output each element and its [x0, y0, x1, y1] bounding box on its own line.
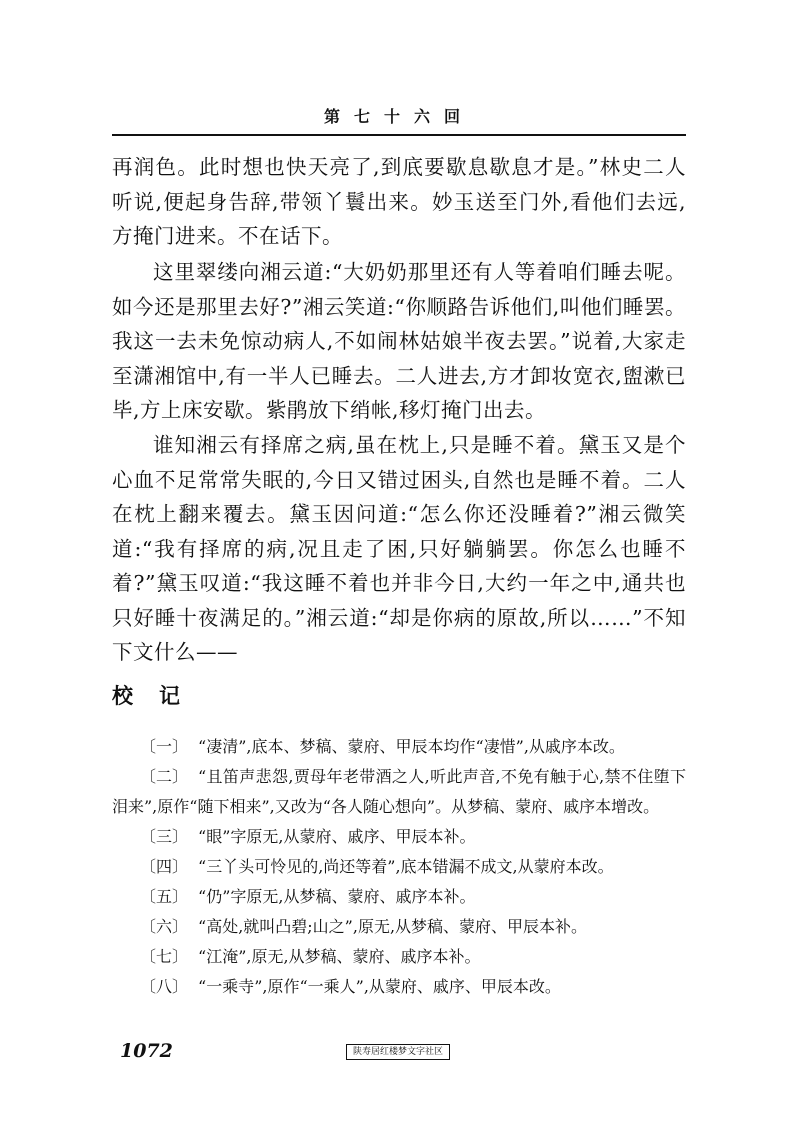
note-item [112, 912, 686, 942]
note-text: “仍”字原无,从梦稿、蒙府、戚序本补。 [198, 887, 476, 906]
note-number: 〔四〕 [140, 857, 189, 876]
note-text: “三丫头可怜见的,尚还等着”,底本错漏不成文,从蒙府本改。 [198, 857, 614, 876]
note-text: “一乘寺”,原作“一乘人”,从蒙府、戚序、甲辰本改。 [198, 977, 561, 996]
note-item [112, 882, 686, 912]
note-number: 〔三〕 [140, 827, 189, 846]
body-paragraph-1: 再润色。此时想也快天亮了,到底要歇息歇息才是。”林史二人听说,便起身告辞,带领丫鬟出来。妙玉送至门外,看他们去远,方掩门进来。不在话下。 [112, 155, 686, 248]
body-paragraph-3: 谁知湘云有择席之病,虽在枕上,只是睡不着。黛玉又是个心血不足常常失眠的,今日又错过困头,自然也是睡不着。二人在枕上翻来覆去。黛玉因问道:“怎么你还没睡着?”湘云微笑道:“我有择席的病,况且走了困,只好躺躺罢。你怎么也睡不着?”黛玉叹道:“我这睡不着也并非今日,大约一年之中,通共也只好睡十夜满足的。”湘云道:“却是你病的原故,所以……”不知下文什么—— [112, 433, 686, 664]
note-text: “江淹”,原无,从梦稿、蒙府、戚序本补。 [198, 947, 481, 966]
note-number: 〔二〕 [140, 767, 189, 786]
note-item [112, 732, 686, 762]
note-text: “高处,就叫凸碧;山之”,原无,从梦稿、蒙府、甲辰本补。 [198, 917, 588, 936]
page-number: 1072 [120, 1040, 173, 1062]
note-text: “眼”字原无,从蒙府、戚序、甲辰本补。 [198, 827, 476, 846]
note-text: “凄清”,底本、梦稿、蒙府、甲辰本均作“凄惜”,从戚序本改。 [198, 737, 625, 756]
note-item [112, 822, 686, 852]
notes-list [112, 732, 686, 1002]
note-number: 〔五〕 [140, 887, 189, 906]
header-rule [112, 134, 686, 136]
notes-section-title: 校记 [112, 683, 206, 708]
note-item [112, 852, 686, 882]
note-number: 〔一〕 [140, 737, 189, 756]
note-item [112, 972, 686, 1002]
note-number: 〔六〕 [140, 917, 189, 936]
note-number: 〔八〕 [140, 977, 189, 996]
watermark-stamp: 陕寿居红楼梦文字社区 [346, 1044, 450, 1060]
chapter-header: 第七十六回 [323, 107, 474, 126]
body-paragraph-2: 这里翠缕向湘云道:“大奶奶那里还有人等着咱们睡去呢。如今还是那里去好?”湘云笑道:“你顺路告诉他们,叫他们睡罢。我这一去未免惊动病人,不如闹林姑娘半夜去罢。”说着,大家走至潇湘馆中,有一半人已睡去。二人进去,方才卸妆宽衣,盥漱已毕,方上床安歇。紫鹃放下绡帐,移灯掩门出去。 [112, 260, 686, 422]
note-item [112, 942, 686, 972]
note-text: “且笛声悲怨,贾母年老带酒之人,听此声音,不免有触于心,禁不住堕下泪来”,原作“随下相来”,又改为“各人随心想向”。从梦稿、蒙府、戚序本增改。 [112, 767, 686, 816]
note-number: 〔七〕 [140, 947, 189, 966]
note-item [112, 762, 686, 822]
